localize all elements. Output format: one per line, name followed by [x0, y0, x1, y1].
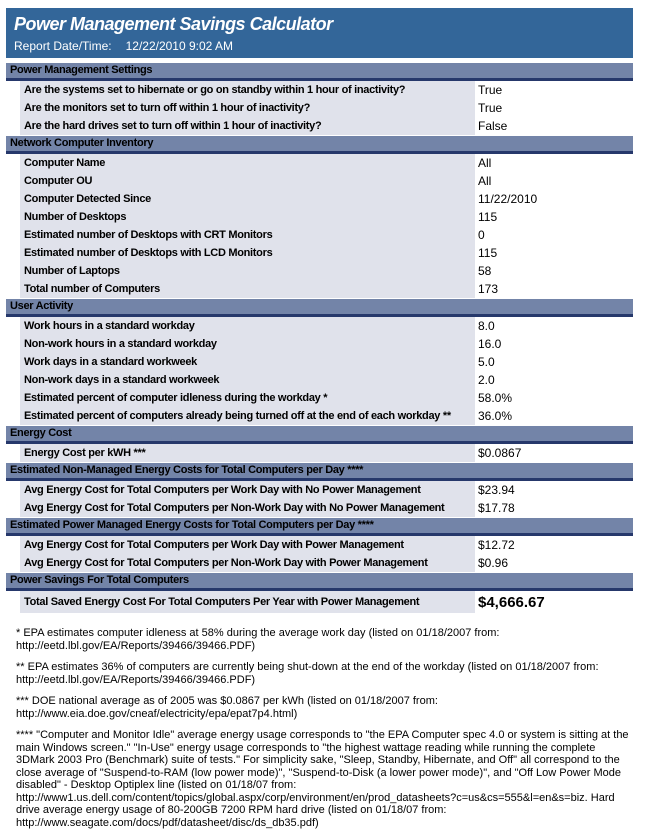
report-banner [6, 8, 633, 58]
report-row [6, 536, 633, 554]
report-row [6, 172, 633, 190]
row-label: Number of Laptops [20, 262, 475, 280]
report-date-line [14, 39, 633, 53]
report-row [6, 262, 633, 280]
footnote: ** EPA estimates 36% of computers are currently being shut-down at the end of the workday (listed on 01/18/2007 from: http://eetd.lbl.gov/EA/Reports/39466/39466.PDF) [16, 661, 599, 686]
row-value: 115 [478, 210, 498, 224]
report-row [6, 335, 633, 353]
row-label: Computer Detected Since [20, 190, 475, 208]
footnote: *** DOE national average as of 2005 was $0.0867 per kWh (listed on 01/18/2007 from: http://www.eia.doe.gov/cneaf/electricity/epa/epat7p4.html) [16, 695, 438, 720]
report-row [6, 99, 633, 117]
row-value: 5.0 [478, 355, 495, 369]
row-value: True [478, 101, 503, 115]
row-label: Are the monitors set to turn off within 1 hour of inactivity? [20, 99, 475, 117]
row-label: Are the systems set to hibernate or go on standby within 1 hour of inactivity? [20, 81, 475, 99]
section-header: Power Management Settings [6, 63, 633, 81]
report-row [6, 389, 633, 407]
row-value: 173 [478, 282, 499, 296]
row-value: $23.94 [478, 483, 515, 497]
report-row [6, 81, 633, 99]
report-row [6, 371, 633, 389]
page-title: Power Management Savings Calculator [14, 14, 333, 34]
row-value: $4,666.67 [478, 593, 545, 611]
row-value: 58 [478, 264, 492, 278]
row-label: Are the hard drives set to turn off within 1 hour of inactivity? [20, 117, 475, 135]
row-label: Computer OU [20, 172, 475, 190]
row-label: Estimated percent of computer idleness during the workday * [20, 389, 475, 407]
row-label: Avg Energy Cost for Total Computers per Non-Work Day with No Power Management [20, 499, 475, 517]
report-row [6, 554, 633, 572]
footnote: * EPA estimates computer idleness at 58% during the average work day (listed on 01/18/2007 from: http://eetd.lbl.gov/EA/Reports/39466/39466.PDF) [16, 627, 500, 652]
section-header: Energy Cost [6, 426, 633, 444]
row-value: 58.0% [478, 391, 513, 405]
row-value: 2.0 [478, 373, 495, 387]
section-header: Estimated Non-Managed Energy Costs for Total Computers per Day **** [6, 463, 633, 481]
row-value: All [478, 156, 492, 170]
report-date-value: 12/22/2010 9:02 AM [125, 39, 234, 53]
report-row [6, 353, 633, 371]
report-row [6, 226, 633, 244]
row-value: 8.0 [478, 319, 495, 333]
report-row [6, 244, 633, 262]
row-value: False [478, 119, 508, 133]
report-row [6, 317, 633, 335]
row-value: $0.96 [478, 556, 509, 570]
sections [6, 63, 633, 613]
row-value: All [478, 174, 492, 188]
section-header: Estimated Power Managed Energy Costs for Total Computers per Day **** [6, 518, 633, 536]
report-row [6, 499, 633, 517]
row-label: Non-work days in a standard workweek [20, 371, 475, 389]
report-date-label: Report Date/Time: [14, 39, 112, 53]
report-row [6, 280, 633, 298]
report-row [6, 407, 633, 425]
row-value: $17.78 [478, 501, 515, 515]
report-row [6, 190, 633, 208]
row-label: Avg Energy Cost for Total Computers per Work Day with Power Management [20, 536, 475, 554]
row-label: Computer Name [20, 154, 475, 172]
footnote: **** "Computer and Monitor Idle" average energy usage corresponds to "the EPA Computer spec 4.0 or system is sitting at the main Windows screen." "In-Use" energy usage corresponds to "the highest wattage reading while running the complete 3DMark 2003 Pro (Benchmark) suite of tests." For simplicity sake, "Sleep, Standby, Hibernate, and Off" all correspond to the close average of "Suspend-to-RAM (low power mode)", "Suspend-to-Disk (a lower power mode)", and "Off Low Power Mode disabled" - Desktop Optiplex line (listed on 01/18/07 from: http://www1.us.dell.com/content/topics/global.aspx/corp/environment/en/prod_datasheets?c=us&cs=555&l=en&s=biz. Hard drive average energy usage of 80-200GB 7200 RPM hard drive (listed on 01/18/07 from: http://www.seagate.com/docs/pdf/datasheet/disc/ds_db35.pdf) [16, 729, 629, 829]
row-value: 16.0 [478, 337, 502, 351]
row-value: $0.0867 [478, 446, 522, 460]
row-value: 36.0% [478, 409, 513, 423]
row-label: Avg Energy Cost for Total Computers per Work Day with No Power Management [20, 481, 475, 499]
row-label: Work days in a standard workweek [20, 353, 475, 371]
row-label: Estimated number of Desktops with CRT Monitors [20, 226, 475, 244]
row-value: True [478, 83, 503, 97]
report-row [6, 208, 633, 226]
row-label: Work hours in a standard workday [20, 317, 475, 335]
section-header: User Activity [6, 299, 633, 317]
row-value: 115 [478, 246, 498, 260]
row-value: 11/22/2010 [478, 192, 538, 206]
section-header: Power Savings For Total Computers [6, 573, 633, 591]
row-label: Estimated percent of computers already being turned off at the end of each workday ** [20, 407, 475, 425]
row-label: Non-work hours in a standard workday [20, 335, 475, 353]
report-row [6, 481, 633, 499]
row-label: Number of Desktops [20, 208, 475, 226]
row-value: $12.72 [478, 538, 515, 552]
row-label: Estimated number of Desktops with LCD Monitors [20, 244, 475, 262]
report-row [6, 117, 633, 135]
row-label: Total Saved Energy Cost For Total Computers Per Year with Power Management [20, 591, 475, 613]
report-row [6, 591, 633, 613]
report-row [6, 154, 633, 172]
report-row [6, 444, 633, 462]
section-header: Network Computer Inventory [6, 136, 633, 154]
footnotes [16, 627, 633, 829]
row-label: Avg Energy Cost for Total Computers per Non-Work Day with Power Management [20, 554, 475, 572]
row-label: Energy Cost per kWH *** [20, 444, 475, 462]
row-label: Total number of Computers [20, 280, 475, 298]
row-value: 0 [478, 228, 485, 242]
